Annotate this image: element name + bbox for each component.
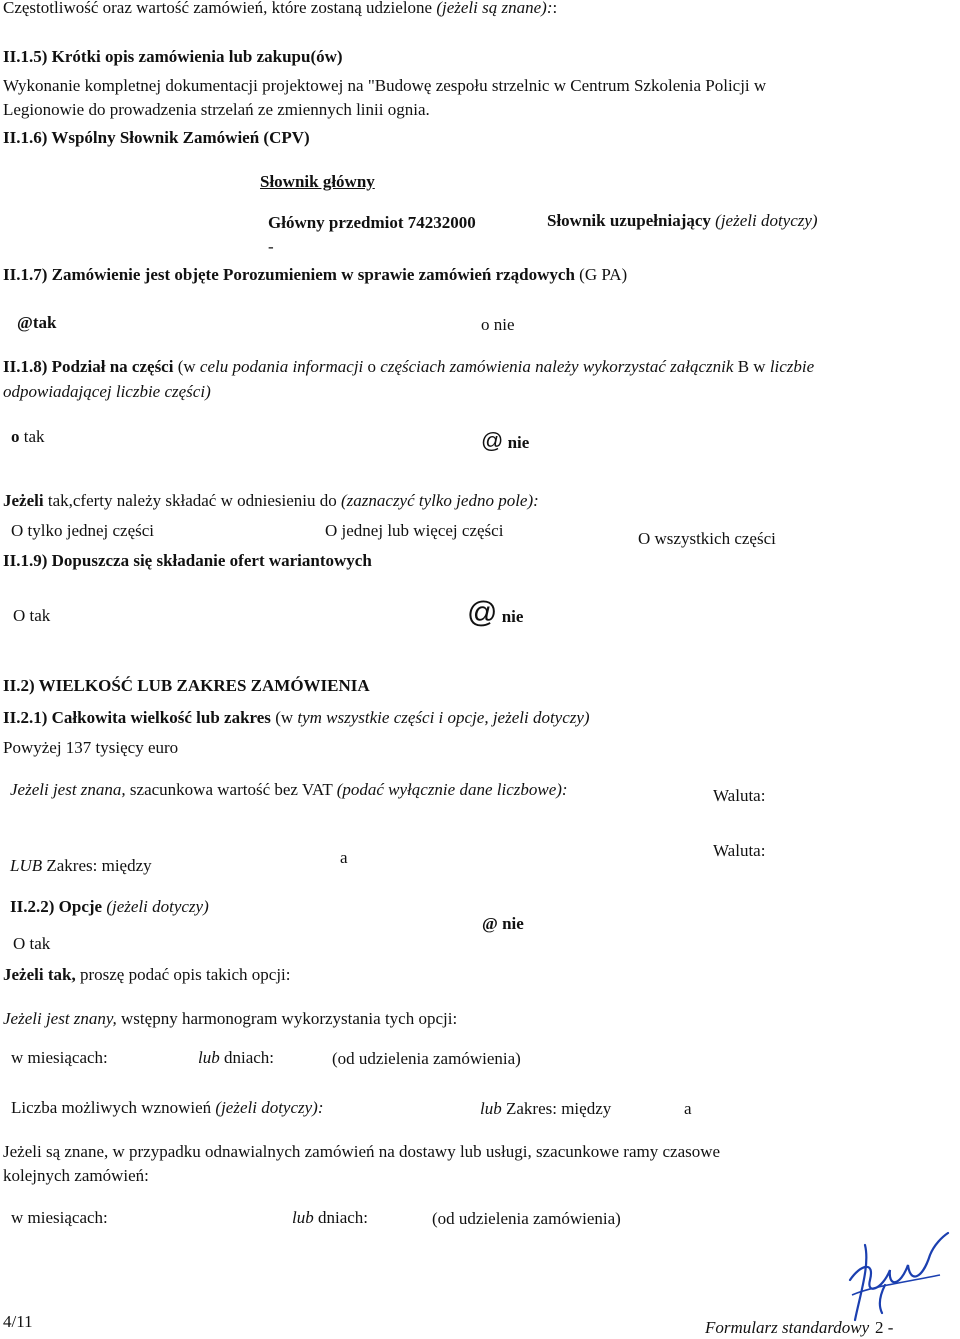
range-line: LUB Zakres: między bbox=[10, 856, 152, 875]
offers-line: Jeżeli tak,cferty należy składać w odniesieniu do (zaznaczyć tylko jedno pole): bbox=[3, 491, 539, 510]
renewals-range: lub Zakres: między bbox=[480, 1099, 612, 1118]
option-all-parts[interactable]: O wszystkich części bbox=[638, 529, 776, 548]
renewals-a: a bbox=[684, 1099, 692, 1118]
heading-ii-1-8-line-2: odpowiadającej liczbie części) bbox=[3, 382, 211, 401]
main-subject: Główny przedmiot 74232000 bbox=[268, 213, 476, 232]
option-tak-ii-1-7[interactable]: @tak bbox=[17, 313, 57, 332]
heading-ii-1-7: II.1.7) Zamówienie jest objęte Porozumieniem w sprawie zamówień rządowych (G PA) bbox=[3, 265, 628, 284]
currency-label-2: Waluta: bbox=[713, 841, 766, 860]
option-nie-ii-1-8[interactable]: @ nie bbox=[481, 428, 530, 453]
description-line-1: Wykonanie kompletnej dokumentacji projektowej na "Budowę zespołu strzelnic w Centrum Szkolenia Policji w bbox=[3, 76, 767, 95]
supplementary-dictionary: Słownik uzupełniający (jeżeli dotyczy) bbox=[547, 211, 818, 230]
known-timeframe-line-1: Jeżeli są znane, w przypadku odnawialnych zamówień na dostawy lub usługi, szacunkowe ramy czasowe bbox=[3, 1142, 721, 1161]
heading-ii-1-8: II.1.8) Podział na części (w celu podania informacji o częściach zamówienia należy wykorzystać załącznik B w liczbie bbox=[3, 357, 815, 376]
option-tak-ii-1-8[interactable]: o tak bbox=[11, 427, 45, 446]
heading-ii-1-9: II.1.9) Dopuszcza się składanie ofert wariantowych bbox=[3, 551, 372, 570]
dash: - bbox=[268, 237, 274, 256]
months-label-1: w miesiącach: bbox=[11, 1048, 108, 1067]
option-tak-ii-2-2[interactable]: O tak bbox=[13, 934, 51, 953]
heading-ii-2-2: II.2.2) Opcje (jeżeli dotyczy) bbox=[10, 897, 209, 916]
top-line: Częstotliwość oraz wartość zamówień, które zostaną udzielone (jeżeli są znane):: bbox=[3, 0, 558, 17]
heading-ii-1-6: II.1.6) Wspólny Słownik Zamówień (CPV) bbox=[3, 128, 310, 147]
option-nie-ii-2-2[interactable]: @ nie bbox=[482, 914, 524, 933]
option-nie-ii-1-9[interactable]: @ nie bbox=[467, 596, 524, 629]
signature-icon bbox=[830, 1225, 955, 1330]
currency-label-1: Waluta: bbox=[713, 786, 766, 805]
months-label-2: w miesiącach: bbox=[11, 1208, 108, 1227]
option-one-or-more-parts[interactable]: O jednej lub więcej części bbox=[325, 521, 504, 540]
option-tak-ii-1-9[interactable]: O tak bbox=[13, 606, 51, 625]
heading-ii-1-5: II.1.5) Krótki opis zamówienia lub zakupu(ów) bbox=[3, 47, 343, 66]
form-number: 2 - bbox=[875, 1318, 894, 1337]
days-label-2: lub dniach: bbox=[292, 1208, 369, 1227]
known-timeframe-line-2: kolejnych zamówień: bbox=[3, 1166, 149, 1185]
description-line-2: Legionowie do prowadzenia strzelań ze zmiennych linii ognia. bbox=[3, 100, 430, 119]
main-dictionary-label: Słownik główny bbox=[260, 172, 375, 191]
options-schedule: Jeżeli jest znany, wstępny harmonogram wykorzystania tych opcji: bbox=[3, 1009, 458, 1028]
range-a: a bbox=[340, 848, 348, 867]
renewals-label: Liczba możliwych wznowień (jeżeli dotyczy): bbox=[11, 1098, 324, 1117]
from-award-2: (od udzielenia zamówienia) bbox=[432, 1209, 621, 1228]
options-description: Jeżeli tak, proszę podać opis takich opcji: bbox=[3, 965, 291, 984]
estimated-value: Jeżeli jest znana, szacunkowa wartość bez VAT (podać wyłącznie dane liczbowe): bbox=[10, 780, 568, 799]
option-one-part[interactable]: O tylko jednej części bbox=[11, 521, 155, 540]
heading-ii-2: II.2) WIELKOŚĆ LUB ZAKRES ZAMÓWIENIA bbox=[3, 676, 370, 695]
from-award-1: (od udzielenia zamówienia) bbox=[332, 1049, 521, 1068]
days-label-1: lub dniach: bbox=[198, 1048, 275, 1067]
form-name: Formularz standardowy bbox=[705, 1318, 870, 1337]
page-number: 4/11 bbox=[3, 1312, 33, 1331]
above-threshold: Powyżej 137 tysięcy euro bbox=[3, 738, 179, 757]
option-nie-ii-1-7[interactable]: o nie bbox=[481, 315, 515, 334]
heading-ii-2-1: II.2.1) Całkowita wielkość lub zakres (w tym wszystkie części i opcje, jeżeli dotyczy) bbox=[3, 708, 590, 727]
